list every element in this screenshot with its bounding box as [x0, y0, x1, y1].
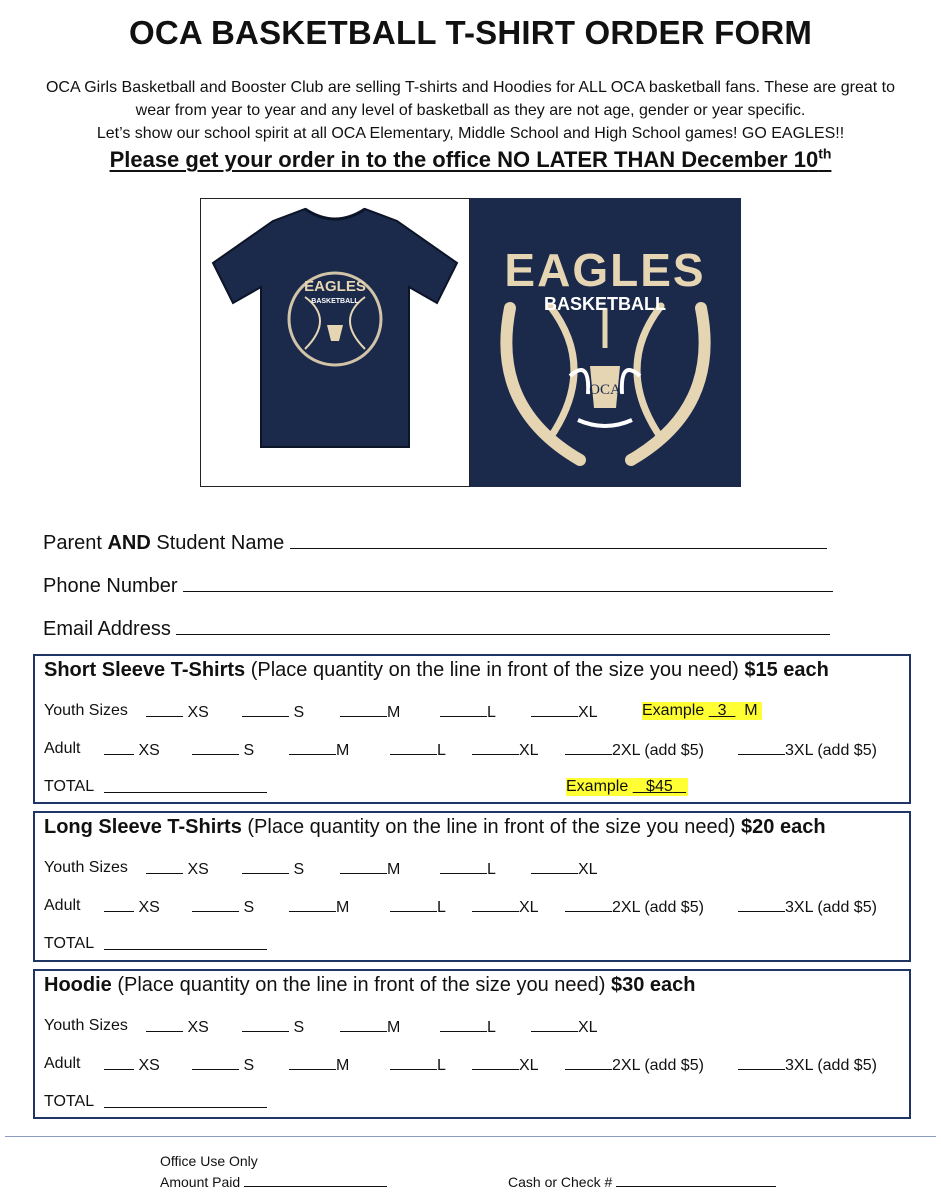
- total-line[interactable]: [104, 935, 267, 950]
- size-label: 3XL (add $5): [785, 1057, 877, 1074]
- tshirt-logo-word: EAGLES: [304, 278, 366, 295]
- deadline-notice: [0, 146, 941, 173]
- adult-label: Adult: [44, 897, 81, 914]
- logo-crest: OCA: [589, 382, 621, 398]
- total-row: [44, 935, 904, 957]
- size-label: S: [293, 704, 305, 721]
- intro-text: [40, 76, 901, 145]
- size-label: XS: [138, 742, 160, 759]
- youth-size-row: [44, 702, 904, 724]
- qty-line[interactable]: [146, 1017, 183, 1032]
- size-label: XS: [187, 861, 209, 878]
- size-label: 2XL (add $5): [612, 1057, 704, 1074]
- qty-line[interactable]: [390, 897, 437, 912]
- size-label: L: [487, 1019, 496, 1036]
- student-name-label-bold: AND: [107, 532, 151, 554]
- youth-size-row: [44, 1017, 904, 1039]
- size-label: L: [437, 899, 446, 916]
- qty-line[interactable]: [104, 1055, 134, 1070]
- size-label: XS: [138, 899, 160, 916]
- adult-size-row: [44, 897, 904, 919]
- qty-line[interactable]: [390, 1055, 437, 1070]
- qty-line[interactable]: [340, 859, 387, 874]
- size-label: L: [437, 1057, 446, 1074]
- qty-line[interactable]: [192, 1055, 239, 1070]
- qty-line[interactable]: [565, 740, 612, 755]
- adult-label: Adult: [44, 740, 81, 757]
- section-heading: [44, 974, 696, 997]
- email-line[interactable]: [176, 616, 830, 635]
- qty-line[interactable]: [289, 740, 336, 755]
- student-name-line[interactable]: [290, 530, 827, 549]
- size-label: XL: [519, 1057, 539, 1074]
- size-label: XL: [578, 704, 598, 721]
- cash-check-label: Cash or Check #: [508, 1174, 613, 1190]
- section-price: $20 each: [741, 816, 826, 838]
- phone-field[interactable]: [43, 573, 833, 598]
- size-label: L: [437, 742, 446, 759]
- size-label: M: [336, 899, 350, 916]
- qty-line[interactable]: [340, 1017, 387, 1032]
- section-price: $15 each: [744, 659, 829, 681]
- qty-line[interactable]: [192, 740, 239, 755]
- section-heading: [44, 816, 826, 839]
- qty-line[interactable]: [440, 702, 487, 717]
- total-row: [44, 1093, 904, 1115]
- size-label: M: [387, 704, 401, 721]
- amount-paid-line[interactable]: [244, 1174, 387, 1187]
- example-total-amount: $45: [646, 778, 673, 795]
- intro-line: wear from year to year and any level of basketball as they are not age, gender or year specific.: [135, 102, 806, 119]
- size-label: M: [387, 1019, 401, 1036]
- qty-line[interactable]: [242, 1017, 289, 1032]
- adult-size-row: [44, 1055, 904, 1077]
- tshirt-image: [200, 198, 470, 487]
- size-label: S: [243, 1057, 255, 1074]
- qty-line[interactable]: [340, 702, 387, 717]
- total-label: TOTAL: [44, 778, 95, 795]
- qty-line[interactable]: [289, 1055, 336, 1070]
- total-label: TOTAL: [44, 1093, 95, 1110]
- youth-size-row: [44, 859, 904, 881]
- example-total-label: Example: [566, 778, 633, 795]
- section-title: Long Sleeve T-Shirts: [44, 816, 242, 838]
- qty-line[interactable]: [738, 897, 785, 912]
- qty-line[interactable]: [565, 897, 612, 912]
- size-label: XS: [138, 1057, 160, 1074]
- qty-line[interactable]: [472, 1055, 519, 1070]
- section-price: $30 each: [610, 974, 696, 996]
- size-label: M: [387, 861, 401, 878]
- logo-sub: BASKETBALL: [544, 294, 666, 314]
- example-size-highlight: [642, 702, 762, 720]
- section-instruction: (Place quantity on the line in front of the size you need): [241, 816, 742, 838]
- phone-label: Phone Number: [43, 575, 178, 597]
- qty-line[interactable]: [242, 702, 289, 717]
- student-name-field[interactable]: [43, 530, 827, 555]
- logo-word: EAGLES: [504, 244, 706, 296]
- size-label: XS: [187, 1019, 209, 1036]
- qty-line[interactable]: [472, 897, 519, 912]
- adult-size-row: [44, 740, 904, 762]
- phone-line[interactable]: [183, 573, 833, 592]
- section-title: Short Sleeve T-Shirts: [44, 659, 246, 681]
- total-label: TOTAL: [44, 935, 95, 952]
- deadline-suffix: th: [818, 146, 832, 162]
- tshirt-logo-sub: BASKETBALL: [311, 298, 359, 305]
- example-total-highlight: [566, 778, 688, 796]
- size-label: S: [293, 1019, 305, 1036]
- size-label: XL: [578, 1019, 598, 1036]
- qty-line[interactable]: [146, 702, 183, 717]
- size-label: M: [336, 1057, 350, 1074]
- size-label: S: [243, 742, 255, 759]
- page-title: OCA BASKETBALL T-SHIRT ORDER FORM: [128, 14, 813, 51]
- total-line[interactable]: [104, 1093, 267, 1108]
- example-label: Example: [642, 702, 709, 719]
- section-instruction: (Place quantity on the line in front of the size you need): [245, 659, 745, 681]
- email-label: Email Address: [43, 618, 171, 640]
- size-label: L: [487, 704, 496, 721]
- deadline-text: Please get your order in to the office NO LATER THAN December 10: [109, 147, 819, 173]
- cash-check-field[interactable]: [508, 1174, 776, 1190]
- tshirt-graphic: [201, 199, 469, 486]
- youth-label: Youth Sizes: [44, 859, 128, 876]
- qty-line[interactable]: [565, 1055, 612, 1070]
- size-label: S: [243, 899, 255, 916]
- youth-label: Youth Sizes: [44, 1017, 128, 1034]
- intro-line: Let’s show our school spirit at all OCA Elementary, Middle School and High School games! GO EAGLES!!: [96, 125, 845, 142]
- intro-line: OCA Girls Basketball and Booster Club are selling T-shirts and Hoodies for ALL OCA basketball fans. These are great to: [45, 79, 896, 96]
- amount-paid-field[interactable]: [160, 1174, 387, 1190]
- youth-label: Youth Sizes: [44, 702, 128, 719]
- section-heading: [44, 659, 829, 682]
- office-use-heading: Office Use Only: [160, 1153, 258, 1169]
- qty-line[interactable]: [104, 897, 134, 912]
- long-sleeve-section: [33, 811, 911, 962]
- email-field[interactable]: [43, 616, 830, 641]
- cash-check-line[interactable]: [616, 1174, 776, 1187]
- size-label: S: [293, 861, 305, 878]
- student-name-label-tail: Student Name: [150, 532, 285, 554]
- size-label: 2XL (add $5): [612, 742, 704, 759]
- qty-line[interactable]: [531, 1017, 578, 1032]
- qty-line[interactable]: [242, 859, 289, 874]
- qty-line[interactable]: [146, 859, 183, 874]
- hoodie-section: [33, 969, 911, 1119]
- qty-line[interactable]: [289, 897, 336, 912]
- qty-line[interactable]: [472, 740, 519, 755]
- size-label: 3XL (add $5): [785, 742, 877, 759]
- size-label: M: [336, 742, 350, 759]
- short-sleeve-section: [33, 654, 911, 804]
- eagles-logo: [470, 198, 741, 487]
- total-row: [44, 778, 904, 800]
- size-label: XS: [187, 704, 209, 721]
- example-size: M: [744, 702, 758, 719]
- size-label: L: [487, 861, 496, 878]
- section-title: Hoodie: [44, 974, 112, 996]
- qty-line[interactable]: [531, 702, 578, 717]
- amount-paid-label: Amount Paid: [160, 1174, 241, 1190]
- total-line[interactable]: [104, 778, 267, 793]
- size-label: XL: [519, 899, 539, 916]
- student-name-label: Parent: [43, 532, 108, 554]
- qty-line[interactable]: [738, 1055, 785, 1070]
- size-label: XL: [519, 742, 539, 759]
- qty-line[interactable]: [192, 897, 239, 912]
- divider: [5, 1136, 936, 1137]
- section-instruction: (Place quantity on the line in front of the size you need): [111, 974, 611, 996]
- example-qty: 3: [717, 702, 727, 719]
- eagles-logo-graphic: [470, 198, 741, 487]
- size-label: XL: [578, 861, 598, 878]
- qty-line[interactable]: [440, 1017, 487, 1032]
- size-label: 2XL (add $5): [612, 899, 704, 916]
- qty-line[interactable]: [440, 859, 487, 874]
- qty-line[interactable]: [738, 740, 785, 755]
- size-label: 3XL (add $5): [785, 899, 877, 916]
- qty-line[interactable]: [104, 740, 134, 755]
- qty-line[interactable]: [531, 859, 578, 874]
- adult-label: Adult: [44, 1055, 81, 1072]
- qty-line[interactable]: [390, 740, 437, 755]
